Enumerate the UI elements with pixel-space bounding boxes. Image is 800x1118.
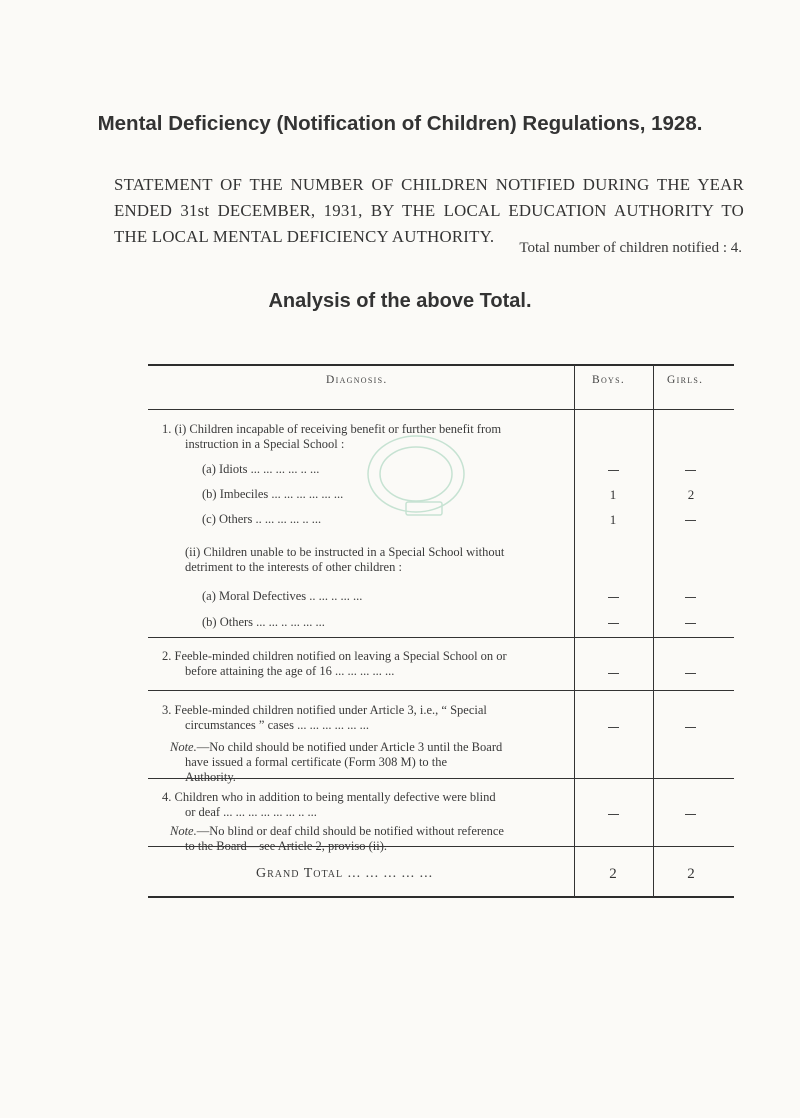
grand-total-label: Grand Total ... ... ... ... ... bbox=[256, 866, 434, 881]
section4-girls-dash bbox=[685, 814, 696, 815]
section2-rule bbox=[148, 690, 734, 691]
row-idiots: (a) Idiots ... ... ... ... .. ... bbox=[202, 462, 320, 476]
statement-paragraph: STATEMENT OF THE NUMBER OF CHILDREN NOTIFIED DURING THE YEAR ENDED 31st DECEMBER, 1931, BY THE LOCAL EDUCATION AUTHORITY TO THE LOCAL MENTAL DEFICIENCY AUTHORITY. bbox=[114, 175, 744, 246]
idiots-boys-dash bbox=[608, 470, 619, 471]
section3-note-line1: Note.—No child should be notified under Article 3 until the Board bbox=[170, 740, 503, 754]
section2-boys-dash bbox=[608, 673, 619, 674]
section1-rule bbox=[148, 637, 734, 638]
imbeciles-girls-value: 2 bbox=[687, 487, 695, 502]
boys-column-divider bbox=[574, 365, 575, 897]
section1-i-line1: 1. (i) Children incapable of receiving benefit or further benefit from bbox=[162, 422, 502, 436]
section4-line2: or deaf ... ... ... ... ... ... .. ... bbox=[185, 805, 317, 819]
row-others-i: (c) Others .. ... ... ... .. ... bbox=[202, 512, 322, 526]
table-bottom-rule bbox=[148, 896, 734, 898]
section3-girls-dash bbox=[685, 727, 696, 728]
row-others-ii: (b) Others ... ... .. ... ... ... bbox=[202, 615, 325, 629]
section1-i-line2: instruction in a Special School : bbox=[185, 437, 345, 451]
document-title: Mental Deficiency (Notification of Children) Regulations, 1928. bbox=[97, 112, 703, 135]
girls-column-divider bbox=[653, 365, 654, 897]
section4-note-line1: Note.—No blind or deaf child should be notified without reference bbox=[170, 824, 504, 838]
row-moral-defectives: (a) Moral Defectives .. ... .. ... ... bbox=[202, 589, 363, 603]
header-diagnosis: Diagnosis. bbox=[326, 374, 388, 386]
section2-girls-dash bbox=[685, 673, 696, 674]
header-boys: Boys. bbox=[592, 374, 626, 386]
header-girls: Girls. bbox=[667, 374, 704, 386]
section2-line1: 2. Feeble-minded children notified on leaving a Special School on or bbox=[162, 649, 507, 663]
grand-total-girls: 2 bbox=[687, 866, 695, 882]
section2-line2: before attaining the age of 16 ... ... ... ... ... bbox=[185, 664, 395, 678]
section3-boys-dash bbox=[608, 727, 619, 728]
total-notified: Total number of children notified : 4. bbox=[519, 240, 742, 256]
section1-ii-line2: detriment to the interests of other children : bbox=[185, 560, 402, 574]
others-i-boys-value: 1 bbox=[609, 512, 617, 527]
section1-ii-line1: (ii) Children unable to be instructed in a Special School without bbox=[185, 545, 505, 559]
row-imbeciles: (b) Imbeciles ... ... ... ... ... ... bbox=[202, 487, 344, 501]
section4-boys-dash bbox=[608, 814, 619, 815]
section3-line2: circumstances ” cases ... ... ... ... ... ... bbox=[185, 718, 369, 732]
analysis-heading: Analysis of the above Total. bbox=[268, 290, 532, 312]
library-stamp bbox=[356, 424, 486, 524]
header-rule bbox=[148, 409, 734, 410]
section4-note-line2: to the Board—see Article 2, proviso (ii). bbox=[185, 839, 388, 853]
moral-boys-dash bbox=[608, 597, 619, 598]
section3-note-line2: have issued a formal certificate (Form 308 M) to the bbox=[185, 755, 448, 769]
moral-girls-dash bbox=[685, 597, 696, 598]
section4-line1: 4. Children who in addition to being mentally defective were blind bbox=[162, 790, 496, 804]
others-ii-girls-dash bbox=[685, 623, 696, 624]
imbeciles-boys-value: 1 bbox=[609, 487, 617, 502]
idiots-girls-dash bbox=[685, 470, 696, 471]
section3-note-line3: Authority. bbox=[185, 770, 236, 784]
others-ii-boys-dash bbox=[608, 623, 619, 624]
table-top-rule bbox=[148, 364, 734, 366]
grand-total-boys: 2 bbox=[609, 866, 617, 882]
section3-line1: 3. Feeble-minded children notified under Article 3, i.e., “ Special bbox=[162, 703, 487, 717]
others-i-girls-dash bbox=[685, 520, 696, 521]
